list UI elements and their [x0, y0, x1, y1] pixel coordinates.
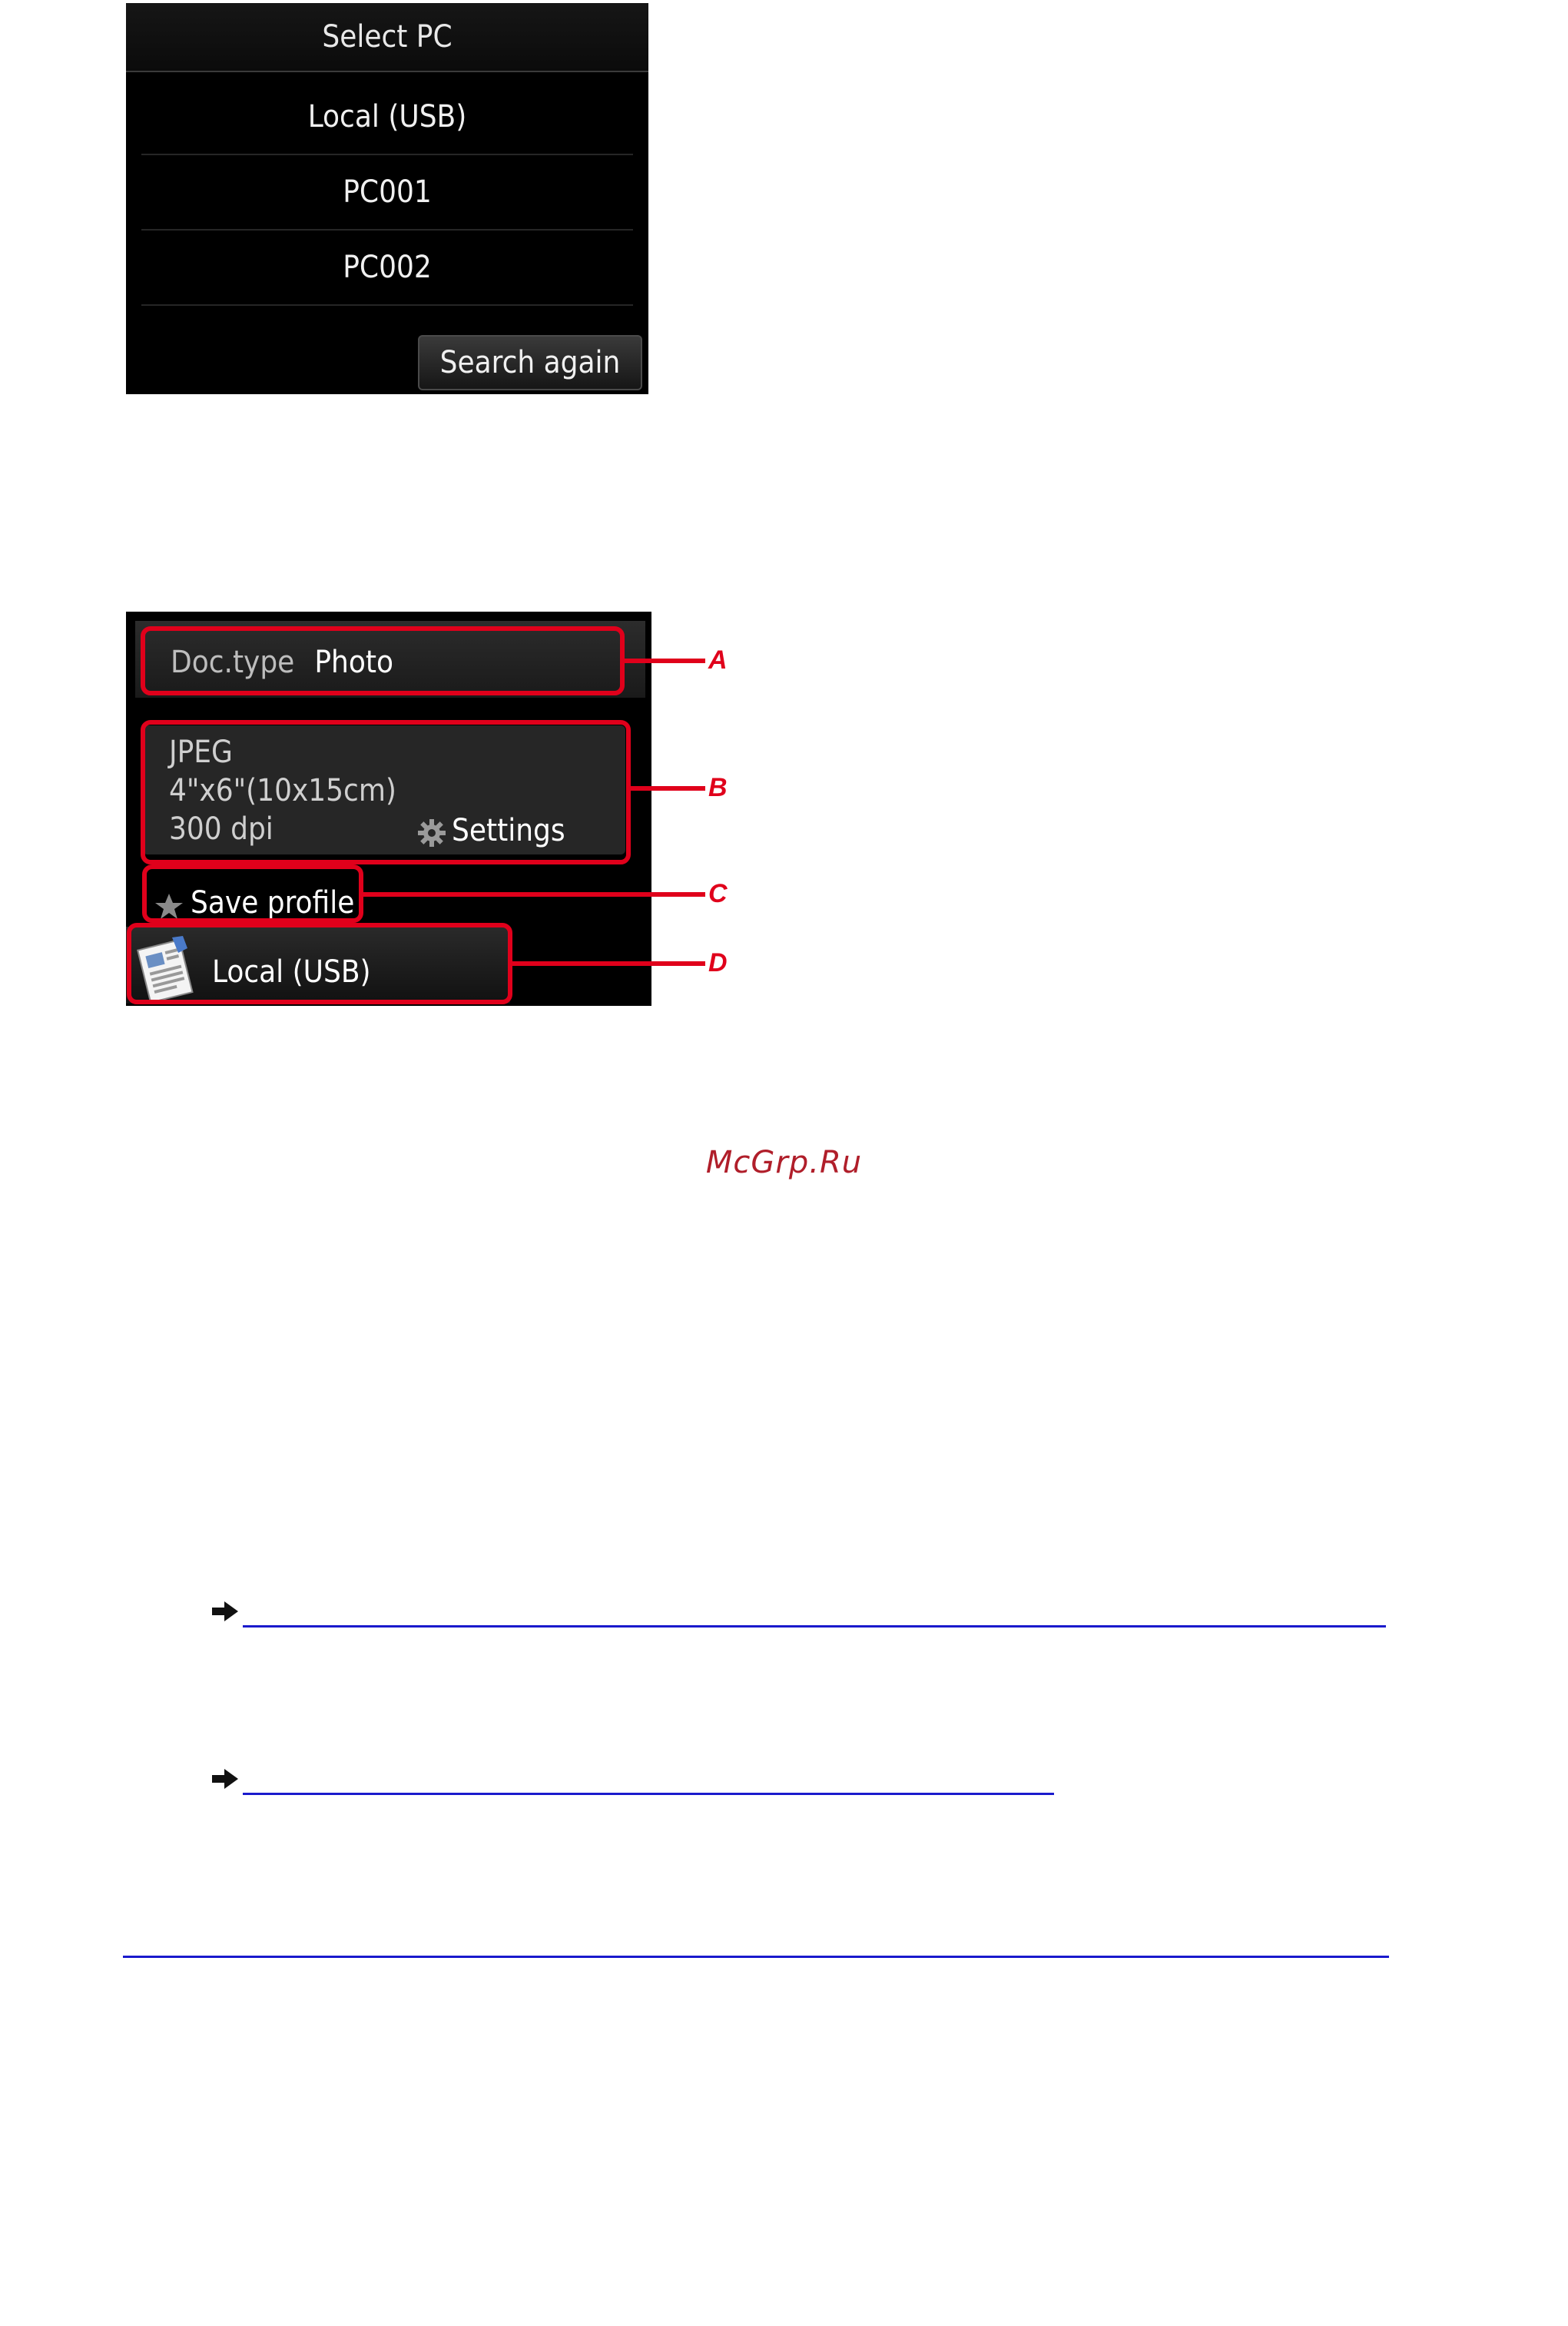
- select-pc-title: Select PC: [126, 3, 648, 72]
- settings-button-label[interactable]: Settings: [452, 813, 565, 848]
- document-destination-icon: [132, 933, 203, 1004]
- arrow-right-icon: [211, 1767, 240, 1790]
- watermark: McGrp.Ru: [705, 1145, 863, 1180]
- arrow-right-icon: [211, 1600, 240, 1623]
- scan-size-value: 4"x6"(10x15cm): [169, 773, 396, 808]
- search-again-button[interactable]: Search again: [418, 335, 642, 390]
- select-pc-screen: [126, 3, 648, 394]
- pc-list-item-pc001[interactable]: PC001: [141, 155, 633, 231]
- pc-list-item-local-usb[interactable]: Local (USB): [141, 80, 633, 155]
- doc-type-setting[interactable]: [143, 633, 619, 692]
- file-format-value: JPEG: [169, 735, 233, 770]
- resolution-value: 300 dpi: [169, 811, 273, 847]
- page-divider: [123, 1956, 1389, 1958]
- doc-type-label: Doc.type: [171, 645, 295, 680]
- callout-letter-a: A: [708, 645, 728, 675]
- callout-letter-b: B: [708, 773, 728, 802]
- star-icon: [154, 891, 184, 922]
- scan-settings-screen: [126, 612, 651, 1006]
- save-profile-button[interactable]: Save profile: [191, 885, 355, 921]
- doc-type-value: Photo: [314, 645, 393, 680]
- gear-icon: [416, 818, 447, 848]
- callout-letter-c: C: [708, 879, 728, 908]
- pc-list-item-pc002[interactable]: PC002: [141, 231, 633, 306]
- link-2-underline[interactable]: [243, 1793, 1054, 1795]
- link-1-underline[interactable]: [243, 1625, 1386, 1628]
- destination-label[interactable]: Local (USB): [212, 954, 371, 990]
- callout-letter-d: D: [708, 948, 728, 977]
